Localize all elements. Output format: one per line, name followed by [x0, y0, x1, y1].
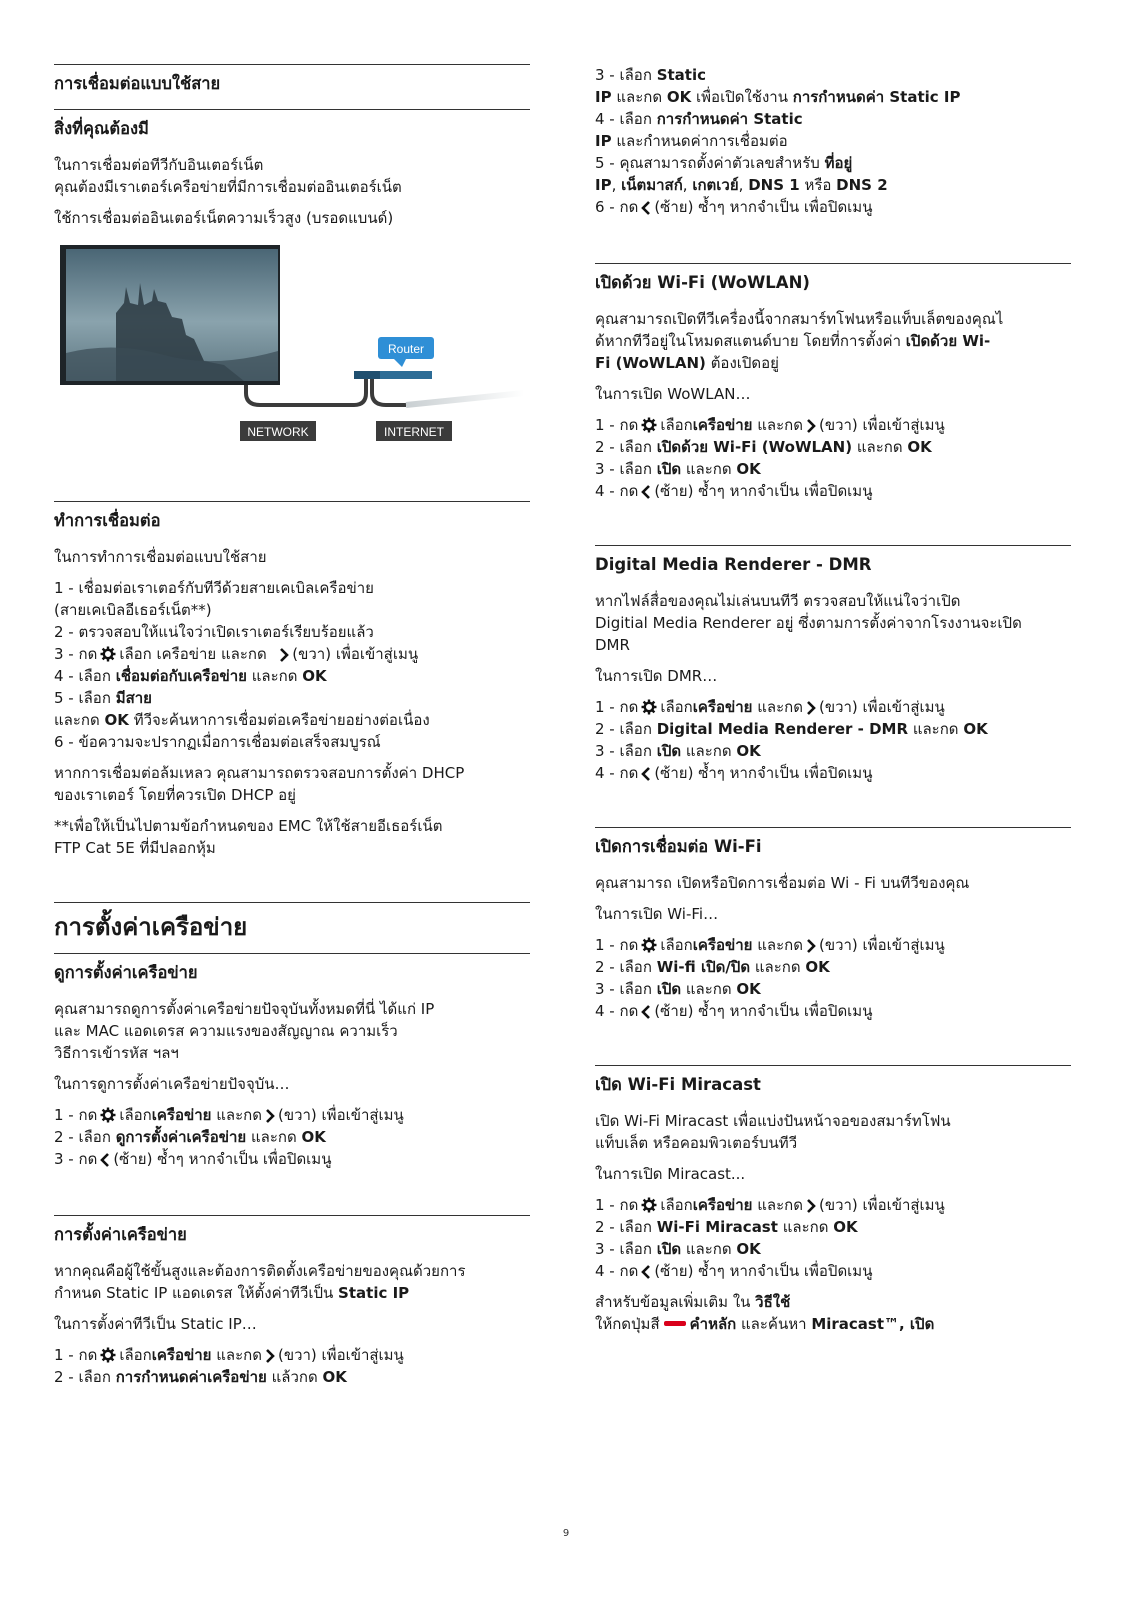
text: วิธีการเข้ารหัส ฯลฯ	[54, 1044, 179, 1062]
menu-item-name: ที่อยู่	[824, 154, 853, 172]
heading-configure-network: การตั้งค่าเครือข่าย	[54, 1225, 187, 1244]
text: และกด	[757, 698, 803, 716]
menu-item-name: การกำหนดค่า Static	[656, 110, 803, 128]
text: และกด	[251, 1128, 297, 1146]
menu-item-name: เปิด	[656, 1240, 682, 1258]
text: 4 - เลือก	[595, 110, 652, 128]
step-6: 6 - ข้อความจะปรากฏเมื่อการเชื่อมต่อเสร็จสมบูรณ์	[54, 733, 381, 751]
chevron-right-icon	[265, 1349, 275, 1363]
text: กำหนด Static IP แอดเดรส ให้ตั้งค่าทีวีเป็น	[54, 1284, 334, 1302]
text: ทีวีจะค้นหาการเชื่อมต่อเครือข่ายอย่างต่อเนื่อง	[133, 711, 430, 729]
step-3	[595, 458, 1071, 480]
text: และกด	[216, 1346, 262, 1364]
menu-item-name: เกตเวย์	[692, 176, 739, 194]
text: Digitial Media Renderer อยู่ ซึ่งตามการตั้งค่าจากโรงงานจะเปิด	[595, 614, 1022, 632]
gear-icon	[100, 1347, 116, 1363]
text: (ซ้าย) ซ้ำๆ หากจำเป็น เพื่อปิดเมนู	[654, 1262, 873, 1280]
ok-key-name: OK	[322, 1368, 347, 1386]
text: และกด	[685, 1240, 732, 1258]
menu-item-name: เครือข่าย	[692, 698, 753, 716]
chevron-left-icon	[641, 1265, 651, 1279]
paragraph-need	[54, 154, 530, 198]
chevron-right-icon	[265, 1109, 275, 1123]
chapter-title-network-settings: การตั้งค่าเครือข่าย	[54, 913, 248, 941]
text: สำหรับข้อมูลเพิ่มเติม ใน	[595, 1293, 751, 1311]
chevron-right-icon	[806, 939, 816, 953]
step-1	[54, 577, 530, 621]
gear-icon	[641, 417, 657, 433]
text: (ขวา) เพื่อเข้าสู่เมนู	[292, 645, 419, 663]
text: เลือก	[660, 1196, 693, 1214]
chevron-left-icon	[100, 1153, 110, 1167]
gear-icon	[100, 1107, 116, 1123]
text: และกด	[616, 88, 663, 106]
chevron-right-icon	[806, 419, 816, 433]
text: หากไฟล์สื่อของคุณไม่เล่นบนทีวี ตรวจสอบให้แน่ใจว่าเปิด	[595, 592, 961, 610]
step-5	[595, 152, 1071, 174]
text: และกด	[757, 416, 803, 434]
ok-key-name: OK	[666, 88, 692, 106]
text: คุณสามารถเปิดทีวีเครื่องนี้จากสมาร์ทโฟนหรือแท็บเล็ตของคุณไ	[595, 310, 1004, 328]
step-4-continued	[595, 130, 1071, 152]
section-divider	[595, 1065, 1071, 1066]
text: และกด	[757, 936, 803, 954]
static-steps	[54, 1344, 530, 1388]
text: (สายเคเบิลอีเธอร์เน็ต**)	[54, 601, 212, 619]
bold-term: วิธีใช้	[755, 1293, 791, 1311]
menu-item-name: Digital Media Renderer - DMR	[656, 720, 909, 738]
chevron-right-icon	[806, 701, 816, 715]
text: 5 - เลือก	[54, 689, 111, 707]
text: เลือก	[119, 1346, 152, 1364]
text: 3 - กด	[54, 1150, 98, 1168]
text: 5 - คุณสามารถตั้งค่าตัวเลขสำหรับ	[595, 154, 820, 172]
bold-term: Static IP	[338, 1284, 410, 1302]
section-divider	[595, 545, 1071, 546]
text: และกำหนดค่าการเชื่อมต่อ	[616, 132, 788, 150]
text: เลือก	[660, 698, 693, 716]
paragraph-view-intro: ในการดูการตั้งค่าเครือข่ายปัจจุบัน…	[54, 1075, 290, 1093]
text: ในการเชื่อมต่อทีวีกับอินเตอร์เน็ต	[54, 156, 264, 174]
text: 1 - กด	[595, 698, 639, 716]
router-device-port	[354, 371, 380, 379]
step-6	[595, 196, 1071, 218]
step-3	[595, 1238, 1071, 1260]
menu-item-name: เปิดด้วย Wi-Fi (WoWLAN)	[656, 438, 853, 456]
menu-item-name: Static	[656, 66, 706, 84]
internet-cable	[372, 379, 406, 405]
text: 2 - เลือก	[54, 1368, 111, 1386]
text: (ขวา) เพื่อเข้าสู่เมนู	[277, 1106, 404, 1124]
heading-wowlan: เปิดด้วย Wi-Fi (WoWLAN)	[595, 273, 810, 292]
ok-key-name: OK	[736, 742, 761, 760]
ok-key-name: OK	[301, 1128, 326, 1146]
text: และกด	[685, 980, 732, 998]
ok-key-name: OK	[736, 460, 761, 478]
text: และกด	[754, 958, 801, 976]
text: 3 - เลือก	[595, 66, 652, 84]
heading-make-connection: ทำการเชื่อมต่อ	[54, 511, 161, 530]
text: 1 - กด	[54, 1106, 98, 1124]
text: และกด	[757, 1196, 803, 1214]
text: (ขวา) เพื่อเข้าสู่เมนู	[818, 1196, 945, 1214]
internet-line	[406, 393, 524, 405]
text: และค้นหา	[741, 1315, 807, 1333]
text: (ซ้าย) ซ้ำๆ หากจำเป็น เพื่อปิดเมนู	[654, 764, 873, 782]
text: (ขวา) เพื่อเข้าสู่เมนู	[818, 936, 945, 954]
bold-term: Fi (WoWLAN)	[595, 354, 706, 372]
static-steps-continued	[595, 64, 1071, 218]
text: 2 - เลือก	[595, 1218, 652, 1236]
menu-item-name: เครือข่าย	[692, 416, 753, 434]
step-4	[595, 762, 1071, 784]
text: 4 - กด	[595, 1002, 639, 1020]
menu-item-name: เปิด	[656, 980, 682, 998]
menu-item-name: เปิด	[656, 460, 682, 478]
step-5-continued	[54, 709, 530, 731]
router-label: Router	[387, 342, 425, 356]
right-column	[595, 64, 1071, 1344]
text: เลือก	[660, 416, 693, 434]
ok-key-name: OK	[907, 438, 932, 456]
text: (ขวา) เพื่อเข้าสู่เมนู	[818, 416, 945, 434]
step-3	[595, 64, 1071, 86]
chevron-left-icon	[641, 201, 651, 215]
step-1	[595, 414, 1071, 436]
text: 1 - กด	[595, 416, 639, 434]
ok-key-name: OK	[302, 667, 327, 685]
text: เลือก	[119, 1106, 152, 1124]
text: และกด	[685, 460, 732, 478]
text: 3 - กด	[54, 645, 98, 663]
gear-icon	[641, 1197, 657, 1213]
paragraph-static-intro: ในการตั้งค่าทีวีเป็น Static IP…	[54, 1315, 257, 1333]
text: 4 - กด	[595, 1262, 639, 1280]
step-5	[54, 687, 530, 709]
text: และกด	[251, 667, 298, 685]
menu-item-name: IP	[595, 176, 612, 194]
section-divider	[54, 1215, 530, 1216]
step-2	[54, 1126, 530, 1148]
heading-wired-connection: การเชื่อมต่อแบบใช้สาย	[54, 74, 221, 93]
text: แล้วกด	[271, 1368, 318, 1386]
wifi-steps	[595, 934, 1071, 1022]
section-divider	[54, 109, 530, 110]
step-4	[54, 665, 530, 687]
step-2	[595, 436, 1071, 458]
text: 3 - เลือก	[595, 460, 652, 478]
paragraph-wifi-intro: ในการเปิด Wi-Fi…	[595, 905, 719, 923]
step-3	[54, 1148, 530, 1170]
section-divider	[54, 953, 530, 954]
text: เลือก เครือข่าย และกด	[119, 645, 267, 663]
menu-item-name: เครือข่าย	[692, 936, 753, 954]
ok-key-name: OK	[833, 1218, 858, 1236]
step-2: 2 - ตรวจสอบให้แน่ใจว่าเปิดเราเตอร์เรียบร้อยแล้ว	[54, 623, 374, 641]
section-divider	[54, 501, 530, 502]
text: 2 - เลือก	[595, 720, 652, 738]
gear-icon	[100, 646, 116, 662]
step-5-continued: IP, เน็ตมาสก์, เกตเวย์, DNS 1 หรือ DNS 2	[595, 176, 888, 194]
text: FTP Cat 5E ที่มีปลอกหุ้ม	[54, 839, 216, 857]
step-4	[595, 1000, 1071, 1022]
text: (ขวา) เพื่อเข้าสู่เมนู	[277, 1346, 404, 1364]
chevron-left-icon	[641, 1005, 651, 1019]
step-3	[595, 740, 1071, 762]
step-4	[595, 108, 1071, 130]
step-3	[595, 978, 1071, 1000]
chevron-right-icon	[806, 1199, 816, 1213]
bold-term: Miracast™, เปิด	[811, 1315, 935, 1333]
heading-dmr: Digital Media Renderer - DMR	[595, 555, 872, 574]
menu-item-name: มีสาย	[115, 689, 152, 707]
paragraph-dmr-intro: ในการเปิด DMR…	[595, 667, 718, 685]
bold-term: เปิดด้วย Wi-	[905, 332, 991, 350]
text: แท็บเล็ต หรือคอมพิวเตอร์บนทีวี	[595, 1134, 798, 1152]
paragraph-connect-intro: ในการทำการเชื่อมต่อแบบใช้สาย	[54, 548, 267, 566]
heading-what-you-need: สิ่งที่คุณต้องมี	[54, 119, 149, 138]
text: คุณสามารถดูการตั้งค่าเครือข่ายปัจจุบันทั้งหมดที่นี่ ได้แก่ IP	[54, 1000, 435, 1018]
menu-item-name: เน็ตมาสก์	[621, 176, 683, 194]
text: คุณต้องมีเราเตอร์เครือข่ายที่มีการเชื่อมต่ออินเตอร์เน็ต	[54, 178, 402, 196]
section-divider	[595, 827, 1071, 828]
paragraph-dmr	[595, 590, 1071, 656]
paragraph-wifi: คุณสามารถ เปิดหรือปิดการเชื่อมต่อ Wi - Fi บนทีวีของคุณ	[595, 874, 970, 892]
chevron-right-icon	[279, 648, 289, 662]
step-3	[54, 643, 530, 665]
ok-key-name: OK	[736, 1240, 761, 1258]
paragraph-emc	[54, 815, 530, 859]
text: ด้หากทีวีอยู่ในโหมดสแตนด์บาย โดยที่การตั้งค่า	[595, 332, 902, 350]
gear-icon	[641, 937, 657, 953]
ok-key-name: OK	[963, 720, 988, 738]
text: 4 - กด	[595, 482, 639, 500]
text: และ MAC แอดเดรส ความแรงของสัญญาณ ความเร็ว	[54, 1022, 398, 1040]
menu-item-name: IP	[595, 132, 612, 150]
page-number: 9	[562, 1528, 570, 1539]
step-2	[595, 1216, 1071, 1238]
text: 1 - กด	[595, 1196, 639, 1214]
menu-item-name: Wi-Fi Miracast	[656, 1218, 778, 1236]
text: และกด	[912, 720, 959, 738]
step-1	[54, 1344, 530, 1366]
paragraph-wowlan-intro: ในการเปิด WoWLAN…	[595, 385, 751, 403]
text: หากการเชื่อมต่อล้มเหลว คุณสามารถตรวจสอบการตั้งค่า DHCP	[54, 764, 465, 782]
menu-item-name: Wi-fi เปิด/ปิด	[656, 958, 751, 976]
step-1	[595, 934, 1071, 956]
heading-wifi-connection: เปิดการเชื่อมต่อ Wi-Fi	[595, 837, 762, 856]
text: (ซ้าย) ซ้ำๆ หากจำเป็น เพื่อปิดเมนู	[113, 1150, 332, 1168]
step-1	[595, 1194, 1071, 1216]
menu-item-name: เปิด	[656, 742, 682, 760]
view-steps	[54, 1104, 530, 1170]
step-1	[54, 1104, 530, 1126]
left-column	[54, 64, 530, 1397]
text: (ซ้าย) ซ้ำๆ หากจำเป็น เพื่อปิดเมนู	[654, 1002, 873, 1020]
text: และกด	[54, 711, 100, 729]
step-1	[595, 696, 1071, 718]
text: 1 - กด	[595, 936, 639, 954]
text: 6 - กด	[595, 198, 639, 216]
step-2	[54, 1366, 530, 1388]
text: และกด	[782, 1218, 829, 1236]
dmr-steps	[595, 696, 1071, 784]
paragraph-wowlan	[595, 308, 1071, 374]
text: **เพื่อให้เป็นไปตามข้อกำหนดของ EMC ให้ใช้สายอีเธอร์เน็ต	[54, 817, 443, 835]
step-2	[595, 956, 1071, 978]
menu-item-name: DNS 1	[748, 176, 800, 194]
heading-view-network-settings: ดูการตั้งค่าเครือข่าย	[54, 963, 198, 982]
text: DMR	[595, 636, 630, 654]
text: 4 - กด	[595, 764, 639, 782]
gear-icon	[641, 699, 657, 715]
paragraph-static-ip	[54, 1260, 530, 1304]
menu-item-name: การกำหนดค่าเครือข่าย	[115, 1368, 267, 1386]
paragraph-broadband: ใช้การเชื่อมต่ออินเตอร์เน็ตความเร็วสูง (บรอดแบนด์)	[54, 209, 394, 227]
network-label: NETWORK	[247, 425, 309, 439]
text: ต้องเปิดอยู่	[710, 354, 779, 372]
text: (ซ้าย) ซ้ำๆ หากจำเป็น เพื่อปิดเมนู	[654, 482, 873, 500]
text: (ขวา) เพื่อเข้าสู่เมนู	[818, 698, 945, 716]
router-badge-pointer	[394, 359, 406, 367]
wowlan-steps	[595, 414, 1071, 502]
network-diagram-illustration	[54, 243, 524, 471]
ok-key-name: OK	[805, 958, 830, 976]
text: เลือก	[660, 936, 693, 954]
section-divider	[54, 64, 530, 65]
text: (ซ้าย) ซ้ำๆ หากจำเป็น เพื่อปิดเมนู	[654, 198, 873, 216]
text: 1 - กด	[54, 1346, 98, 1364]
network-diagram	[54, 243, 524, 471]
text: เพื่อเปิดใช้งาน	[696, 88, 788, 106]
miracast-steps	[595, 1194, 1071, 1282]
text: และกด	[856, 438, 903, 456]
paragraph-miracast	[595, 1110, 1071, 1154]
menu-item-name: IP	[595, 88, 612, 106]
section-divider	[54, 902, 530, 903]
heading-miracast: เปิด Wi-Fi Miracast	[595, 1075, 761, 1094]
red-color-key-icon	[664, 1321, 686, 1326]
menu-item-name: เครือข่าย	[151, 1346, 212, 1364]
text: 4 - เลือก	[54, 667, 111, 685]
text: ให้กดปุ่มสี	[595, 1315, 660, 1333]
step-4	[595, 1260, 1071, 1282]
text: 1 - เชื่อมต่อเราเตอร์กับทีวีด้วยสายเคเบิลเครือข่าย	[54, 579, 374, 597]
text: 2 - เลือก	[595, 958, 652, 976]
paragraph-dhcp	[54, 762, 530, 806]
menu-item-name: การกำหนดค่า Static IP	[792, 88, 961, 106]
paragraph-more-info	[595, 1291, 1071, 1335]
section-divider	[595, 263, 1071, 264]
text: 3 - เลือก	[595, 742, 652, 760]
internet-label: INTERNET	[384, 425, 444, 439]
text: 2 - เลือก	[54, 1128, 111, 1146]
menu-item-name: ดูการตั้งค่าเครือข่าย	[115, 1128, 247, 1146]
ok-key-name: OK	[104, 711, 129, 729]
text: และกด	[685, 742, 732, 760]
step-4	[595, 480, 1071, 502]
menu-item-name: เครือข่าย	[151, 1106, 212, 1124]
text: 3 - เลือก	[595, 980, 652, 998]
paragraph-miracast-intro: ในการเปิด Miracast...	[595, 1165, 746, 1183]
menu-item-name: เครือข่าย	[692, 1196, 753, 1214]
step-3-continued	[595, 86, 1071, 108]
text: ของเราเตอร์ โดยที่ควรเปิด DHCP อยู่	[54, 786, 296, 804]
text: 2 - เลือก	[595, 438, 652, 456]
connect-steps	[54, 577, 530, 753]
paragraph-view-settings	[54, 998, 530, 1064]
text: เปิด Wi-Fi Miracast เพื่อแบ่งปันหน้าจอของสมาร์ทโฟน	[595, 1112, 951, 1130]
bold-term: คำหลัก	[689, 1315, 737, 1333]
step-2	[595, 718, 1071, 740]
chevron-left-icon	[641, 485, 651, 499]
text: 3 - เลือก	[595, 1240, 652, 1258]
text: และกด	[216, 1106, 262, 1124]
ok-key-name: OK	[736, 980, 761, 998]
text: หรือ	[804, 176, 832, 194]
chevron-left-icon	[641, 767, 651, 781]
menu-item-name: DNS 2	[836, 176, 888, 194]
text: หากคุณคือผู้ใช้ขั้นสูงและต้องการติดตั้งเครือข่ายของคุณด้วยการ	[54, 1262, 466, 1280]
menu-item-name: เชื่อมต่อกับเครือข่าย	[115, 667, 247, 685]
